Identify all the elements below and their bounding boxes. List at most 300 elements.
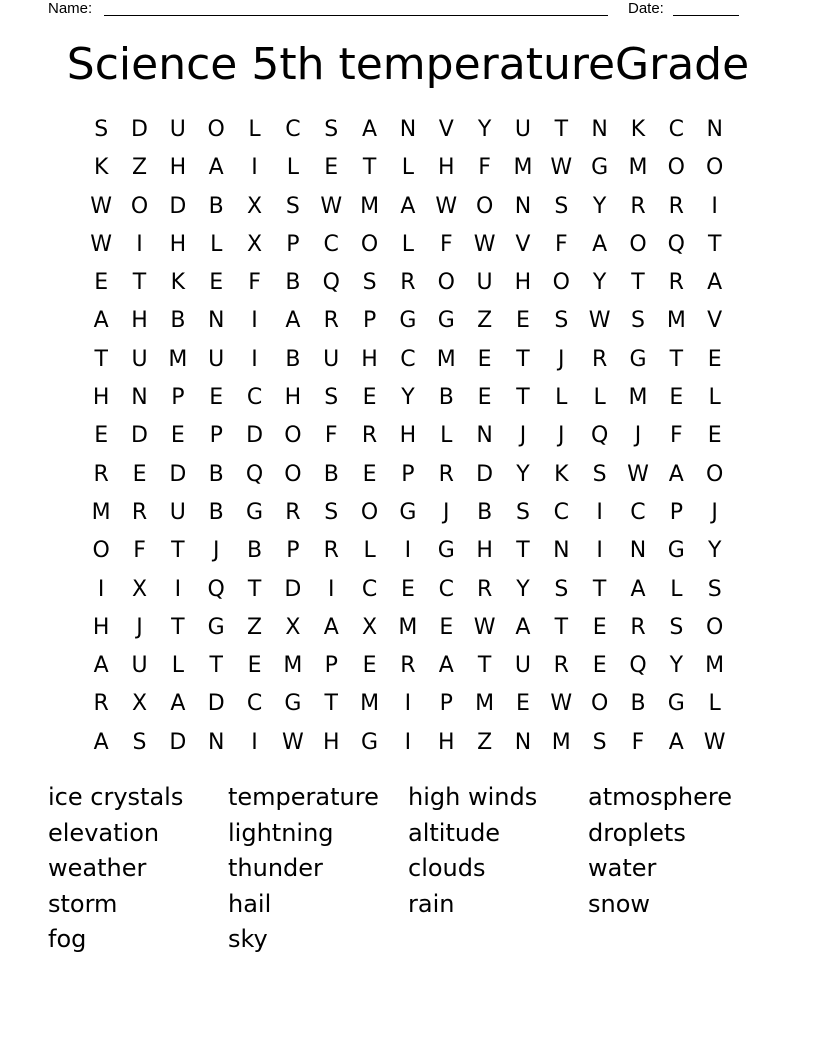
grid-letter: I [711, 193, 718, 219]
grid-letter: I [404, 729, 412, 755]
grid-letter: X [247, 231, 263, 257]
grid-letter: I [174, 576, 182, 602]
grid-letter: M [628, 155, 648, 181]
grid-letter: M [475, 691, 495, 717]
grid-letter: F [439, 231, 453, 257]
grid-letter: S [324, 117, 339, 142]
grid-letter: M [436, 346, 456, 372]
grid-letter: C [285, 117, 301, 142]
grid-letter: W [90, 231, 113, 257]
grid-letter: B [285, 270, 301, 296]
date-field-line [673, 15, 739, 16]
grid-letter: F [133, 538, 146, 564]
grid-letter: G [361, 729, 379, 755]
grid-letter: D [169, 729, 187, 755]
grid-letter: S [515, 499, 530, 525]
grid-letter: E [477, 385, 492, 411]
word-list-item: clouds [408, 854, 486, 883]
grid-letter: B [438, 385, 454, 411]
grid-letter: C [400, 346, 416, 372]
grid-letter: S [324, 499, 339, 525]
grid-letter: R [400, 653, 416, 679]
grid-letter: A [630, 576, 646, 602]
grid-letter: R [285, 499, 301, 525]
grid-letter: C [361, 576, 378, 602]
grid-letter: T [94, 346, 108, 372]
grid-letter: O [706, 461, 724, 487]
grid-letter: J [558, 423, 565, 449]
grid-letter: J [711, 499, 718, 525]
grid-letter: N [476, 423, 493, 449]
grid-letter: W [282, 729, 304, 755]
grid-letter: G [246, 499, 264, 525]
grid-letter: T [516, 385, 530, 411]
word-list-item: ice crystals [48, 783, 184, 811]
grid-letter: F [478, 155, 491, 181]
grid-letter: S [324, 385, 339, 411]
grid-letter: Q [322, 270, 340, 296]
grid-letter: W [90, 193, 113, 219]
grid-letter: P [171, 385, 185, 411]
grid-letter: D [131, 117, 148, 142]
word-list-item: lightning [228, 818, 334, 847]
grid-letter: B [630, 691, 646, 717]
grid-letter: H [437, 155, 455, 181]
grid-letter: A [93, 653, 109, 679]
grid-letter: L [670, 576, 683, 602]
grid-letter: Y [707, 538, 722, 564]
grid-letter: A [515, 614, 531, 640]
grid-letter: O [130, 193, 149, 219]
grid-letter: E [516, 691, 530, 717]
grid-letter: T [707, 231, 722, 257]
grid-letter: O [667, 155, 685, 181]
grid-letter: J [136, 614, 143, 640]
grid-letter: P [362, 308, 377, 334]
grid-letter: O [92, 538, 110, 564]
grid-letter: O [475, 193, 494, 219]
grid-letter: G [437, 538, 455, 564]
grid-letter: P [286, 538, 300, 564]
grid-letter: P [324, 653, 338, 679]
grid-letter: A [592, 231, 608, 257]
grid-letter: E [94, 270, 109, 296]
grid-letter: T [631, 270, 645, 296]
grid-letter: S [554, 576, 569, 602]
grid-letter: T [209, 653, 223, 679]
grid-letter: C [246, 691, 263, 717]
grid-letter: X [285, 614, 301, 640]
grid-letter: T [477, 653, 492, 679]
grid-letter: H [92, 385, 110, 411]
grid-letter: Y [592, 193, 607, 219]
grid-letter: C [668, 117, 685, 142]
grid-letter: E [362, 385, 377, 411]
grid-letter: W [473, 614, 496, 640]
word-list-item: storm [48, 889, 118, 918]
grid-letter: P [401, 461, 415, 487]
grid-letter: E [477, 346, 492, 372]
grid-letter: K [630, 117, 646, 142]
grid-letter: A [208, 155, 224, 181]
grid-letter: B [285, 346, 301, 372]
grid-letter: S [362, 270, 377, 296]
grid-letter: A [668, 729, 684, 755]
grid-letter: J [634, 423, 642, 449]
word-list-item: snow [588, 889, 651, 918]
header-row [0, 0, 816, 18]
grid-letter: I [251, 155, 258, 181]
grid-letter: E [324, 155, 339, 181]
grid-letter: R [553, 653, 569, 679]
grid-letter: E [247, 653, 262, 679]
grid-letter: G [399, 499, 417, 525]
grid-letter: R [438, 461, 454, 487]
grid-letter: E [209, 385, 224, 411]
grid-letter: Y [401, 385, 415, 411]
grid-letter: A [323, 614, 339, 640]
grid-letter: L [708, 385, 721, 411]
grid-letter: E [592, 653, 607, 679]
grid-letter: M [666, 308, 686, 334]
grid-letter: V [515, 231, 531, 257]
name-label: Name: [48, 0, 93, 17]
grid-letter: B [208, 461, 224, 487]
grid-letter: O [360, 499, 379, 525]
grid-letter: B [170, 308, 186, 334]
grid-letter: X [362, 614, 378, 640]
grid-letter: W [550, 691, 573, 717]
grid-letter: O [207, 117, 225, 142]
grid-letter: K [93, 155, 109, 181]
grid-letter: H [322, 729, 340, 755]
grid-letter: L [555, 385, 568, 411]
grid-letter: D [169, 461, 187, 487]
grid-letter: E [707, 346, 722, 372]
grid-letter: W [435, 193, 458, 219]
grid-letter: Z [477, 308, 493, 334]
grid-letter: E [132, 461, 147, 487]
grid-letter: D [207, 691, 225, 717]
grid-letter: N [706, 117, 723, 142]
grid-letter: E [516, 308, 530, 334]
word-list-item: weather [48, 854, 147, 883]
grid-letter: T [247, 576, 262, 602]
grid-letter: B [477, 499, 493, 525]
grid-letter: T [516, 346, 530, 372]
grid-letter: Z [477, 729, 493, 755]
grid-letter: H [284, 385, 302, 411]
grid-letter: P [439, 691, 453, 717]
grid-letter: M [168, 346, 188, 372]
grid-letter: A [362, 117, 378, 142]
grid-letter: X [131, 691, 148, 717]
grid-letter: T [516, 538, 530, 564]
grid-letter: C [553, 499, 569, 525]
grid-letter: U [131, 346, 148, 372]
grid-letter: U [514, 117, 531, 142]
grid-letter: O [629, 231, 647, 257]
word-list-item: temperature [228, 783, 379, 811]
grid-letter: U [514, 653, 531, 679]
grid-letter: F [631, 729, 645, 755]
grid-letter: S [554, 193, 569, 219]
grid-letter: S [592, 461, 607, 487]
grid-letter: R [668, 193, 684, 219]
grid-letter: E [707, 423, 722, 449]
grid-letter: F [554, 231, 568, 257]
grid-letter: Y [477, 117, 492, 142]
grid-letter: T [324, 691, 338, 717]
grid-letter: B [323, 461, 339, 487]
grid-letter: R [591, 346, 608, 372]
grid-letter: N [399, 117, 417, 142]
grid-letter: T [669, 346, 684, 372]
grid-letter: N [591, 117, 608, 142]
grid-letter: Q [590, 423, 609, 449]
grid-letter: G [207, 614, 225, 640]
grid-letter: B [208, 499, 224, 525]
grid-letter: A [93, 308, 109, 334]
word-list-item: rain [408, 889, 455, 918]
grid-letter: Y [669, 653, 684, 679]
grid-letter: S [592, 729, 607, 755]
grid-letter: I [327, 576, 335, 602]
grid-letter: Y [592, 270, 607, 296]
grid-letter: S [285, 193, 300, 219]
name-field-line [104, 15, 608, 16]
grid-letter: T [171, 614, 185, 640]
grid-letter: L [593, 385, 606, 411]
grid-letter: E [94, 423, 109, 449]
grid-letter: M [551, 729, 571, 755]
grid-letter: D [284, 576, 302, 602]
grid-letter: O [284, 423, 302, 449]
grid-letter: C [438, 576, 454, 602]
grid-letter: Q [245, 461, 264, 487]
grid-letter: E [170, 423, 185, 449]
grid-letter: G [667, 691, 685, 717]
grid-letter: U [169, 499, 186, 525]
grid-letter: Q [667, 231, 685, 257]
grid-letter: T [171, 538, 185, 564]
grid-letter: H [169, 231, 187, 257]
grid-letter: N [207, 308, 225, 334]
grid-letter: M [513, 155, 533, 181]
grid-letter: G [399, 308, 417, 334]
grid-letter: R [400, 270, 416, 296]
grid-letter: I [404, 691, 412, 717]
grid-letter: P [209, 423, 223, 449]
grid-letter: M [398, 614, 418, 640]
grid-letter: R [361, 423, 378, 449]
grid-letter: O [437, 270, 455, 296]
grid-letter: O [706, 614, 724, 640]
grid-letter: E [669, 385, 684, 411]
grid-letter: I [596, 499, 603, 525]
grid-letter: G [284, 691, 302, 717]
page-title: Science 5th temperatureGrade [66, 39, 750, 90]
grid-letter: H [92, 614, 110, 640]
grid-letter: W [320, 193, 343, 219]
grid-letter: I [404, 538, 412, 564]
grid-letter: M [628, 385, 648, 411]
grid-letter: S [707, 576, 722, 602]
grid-letter: I [136, 231, 143, 257]
grid-letter: O [590, 691, 609, 717]
grid-letter: U [208, 346, 225, 372]
grid-letter: U [169, 117, 186, 142]
grid-letter: E [362, 653, 377, 679]
grid-letter: M [360, 691, 380, 717]
grid-letter: A [668, 461, 684, 487]
grid-letter: L [171, 653, 184, 679]
grid-letter: M [91, 499, 111, 525]
grid-letter: W [550, 155, 573, 181]
grid-letter: Y [516, 461, 530, 487]
grid-letter: B [208, 193, 224, 219]
grid-letter: E [400, 576, 415, 602]
word-list-item: sky [228, 925, 268, 954]
grid-letter: A [170, 691, 186, 717]
grid-letter: R [93, 691, 109, 717]
grid-letter: U [323, 346, 340, 372]
grid-letter: R [323, 308, 339, 334]
grid-letter: T [554, 614, 569, 640]
word-list-item: elevation [48, 818, 160, 847]
grid-letter: W [703, 729, 726, 755]
word-list-item: fog [48, 925, 87, 954]
grid-letter: R [630, 614, 646, 640]
grid-letter: X [247, 193, 263, 219]
grid-letter: H [514, 270, 532, 296]
grid-letter: O [706, 155, 724, 181]
grid-letter: E [362, 461, 377, 487]
grid-letter: E [439, 614, 454, 640]
grid-letter: H [476, 538, 493, 564]
grid-letter: D [476, 461, 494, 487]
grid-letter: W [588, 308, 611, 334]
grid-letter: N [207, 729, 225, 755]
grid-letter: S [132, 729, 147, 755]
grid-letter: A [438, 653, 454, 679]
grid-letter: G [667, 538, 685, 564]
grid-letter: W [473, 231, 496, 257]
grid-letter: M [360, 193, 380, 219]
grid-letter: K [554, 461, 569, 487]
grid-letter: F [324, 423, 338, 449]
grid-letter: K [170, 270, 186, 296]
grid-letter: X [131, 576, 148, 602]
word-list-item: altitude [408, 818, 501, 847]
grid-letter: I [251, 346, 258, 372]
date-label: Date: [628, 0, 664, 17]
grid-letter: G [437, 308, 455, 334]
grid-letter: N [514, 193, 532, 219]
word-list-item: hail [228, 889, 272, 918]
grid-letter: H [131, 308, 148, 334]
grid-letter: S [631, 308, 645, 334]
grid-letter: G [591, 155, 609, 181]
grid-letter: Z [131, 155, 148, 181]
word-list-item: atmosphere [588, 783, 732, 811]
grid-letter: S [94, 117, 109, 142]
grid-letter: A [707, 270, 723, 296]
grid-letter: O [360, 231, 379, 257]
word-list-item: water [588, 854, 657, 883]
word-list-item: droplets [588, 818, 686, 847]
grid-letter: H [169, 155, 187, 181]
grid-letter: L [210, 231, 223, 257]
grid-letter: Q [207, 576, 225, 602]
grid-letter: N [131, 385, 148, 411]
grid-letter: J [519, 423, 527, 449]
grid-letter: T [592, 576, 607, 602]
grid-letter: D [131, 423, 148, 449]
grid-letter: L [363, 538, 376, 564]
grid-letter: H [361, 346, 378, 372]
word-list-item: high winds [408, 783, 538, 811]
letter-grid [82, 111, 734, 762]
grid-letter: A [400, 193, 416, 219]
grid-letter: S [669, 614, 684, 640]
grid-letter: R [93, 461, 109, 487]
grid-letter: D [169, 193, 187, 219]
grid-letter: U [131, 653, 148, 679]
grid-letter: I [596, 538, 603, 564]
grid-letter: M [705, 653, 725, 679]
grid-letter: J [443, 499, 450, 525]
grid-letter: T [132, 270, 147, 296]
word-list-item: thunder [228, 854, 323, 883]
grid-letter: W [627, 461, 649, 487]
grid-letter: I [251, 729, 258, 755]
grid-letter: H [437, 729, 455, 755]
grid-letter: T [362, 155, 377, 181]
grid-letter: S [554, 308, 569, 334]
grid-letter: R [323, 538, 339, 564]
grid-letter: I [251, 308, 258, 334]
grid-letter: N [553, 538, 570, 564]
grid-letter: F [670, 423, 683, 449]
grid-letter: R [668, 270, 684, 296]
grid-letter: L [401, 155, 415, 181]
grid-letter: G [629, 346, 647, 372]
grid-letter: I [97, 576, 105, 602]
grid-letter: L [401, 231, 415, 257]
grid-letter: Y [516, 576, 530, 602]
grid-letter: P [286, 231, 300, 257]
grid-letter: O [552, 270, 570, 296]
grid-letter: Z [247, 614, 263, 640]
grid-letter: J [212, 538, 220, 564]
grid-letter: J [558, 346, 565, 372]
grid-letter: E [592, 614, 607, 640]
grid-letter: C [246, 385, 263, 411]
grid-letter: B [247, 538, 263, 564]
grid-letter: L [708, 691, 721, 717]
grid-letter: H [399, 423, 417, 449]
grid-letter: L [248, 117, 261, 142]
grid-letter: R [630, 193, 646, 219]
grid-letter: A [93, 729, 109, 755]
grid-letter: O [284, 461, 302, 487]
grid-letter: D [246, 423, 264, 449]
grid-letter: F [248, 270, 261, 296]
grid-letter: N [514, 729, 532, 755]
grid-letter: R [476, 576, 493, 602]
word-list [48, 780, 768, 958]
